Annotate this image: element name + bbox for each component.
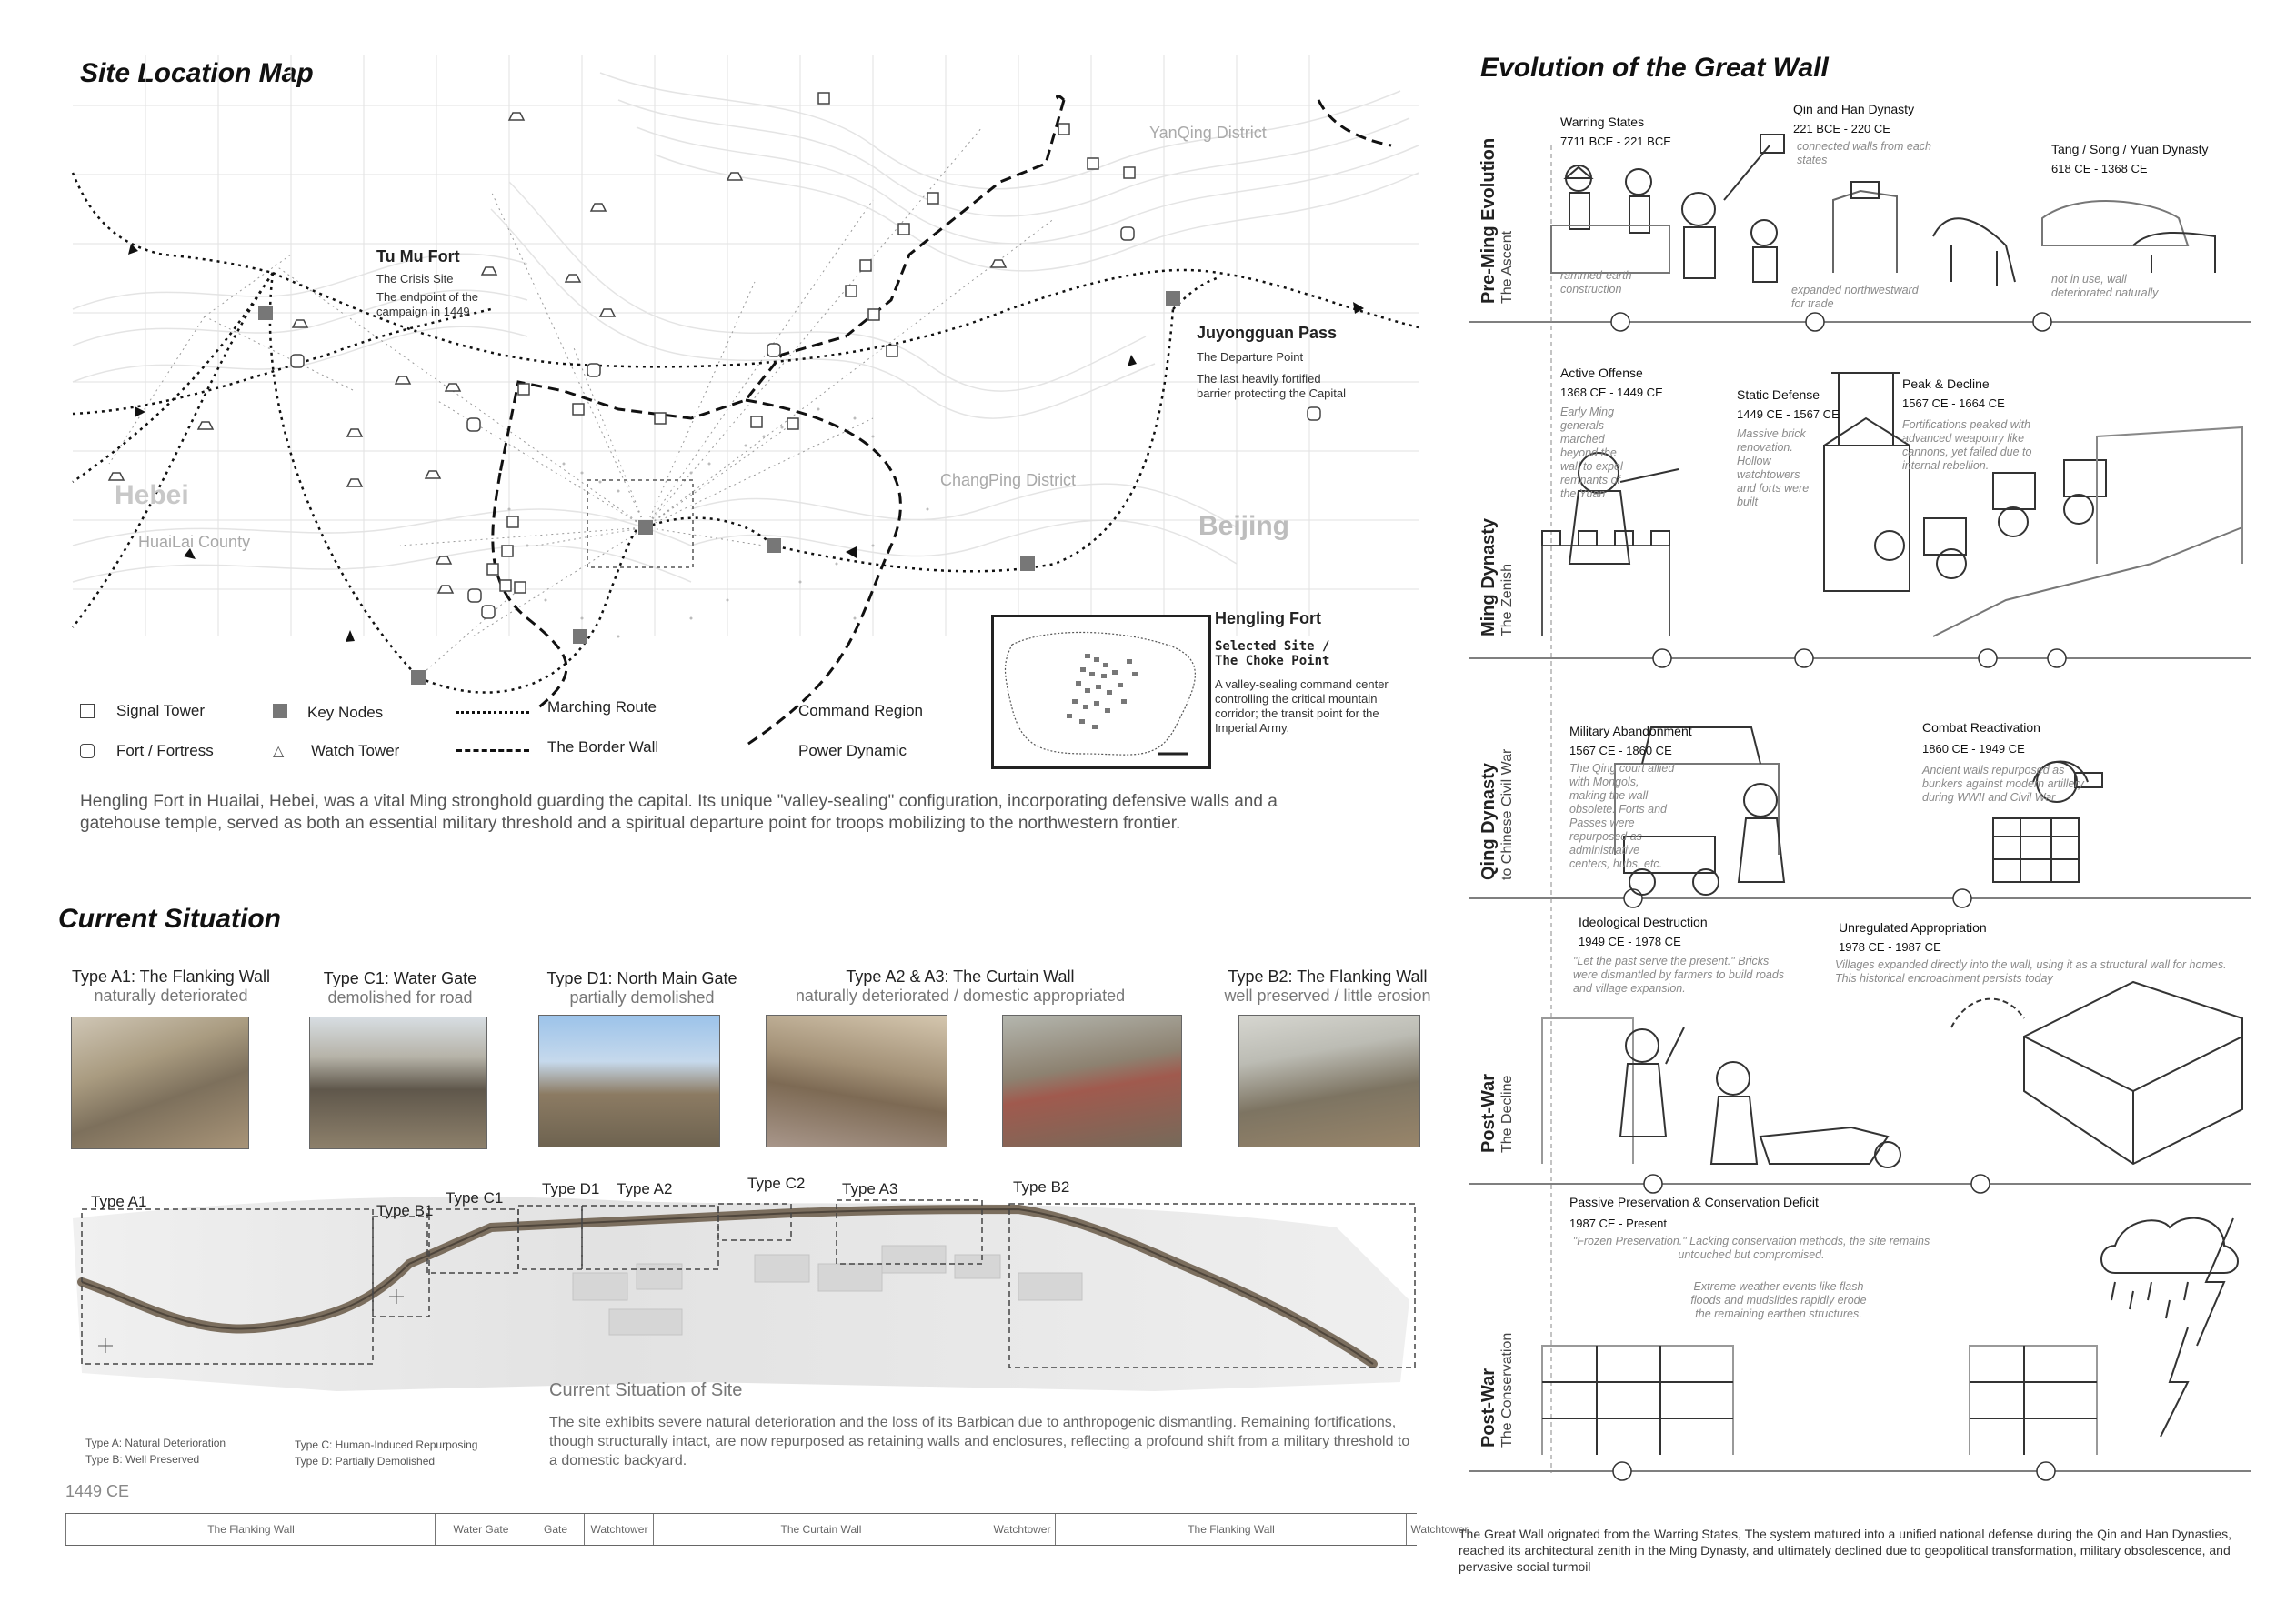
event-tang-date: 618 CE - 1368 CE bbox=[2051, 162, 2148, 175]
type-label-d1: Type D1 bbox=[542, 1180, 600, 1197]
evolution-summary: The Great Wall orignated from the Warring States, The system matured into a unified national defense during the Qin and Han Dynasties, reached its architectural zenith in the Ming Dynasty, and ultimately declined due to geopolitical transformation, military obsolescence, and pervasive social turmoil bbox=[1459, 1527, 2232, 1574]
hengling-fort-name: Hengling Fort bbox=[1215, 609, 1321, 627]
event-warring-note: rammed-earth construction bbox=[1560, 269, 1632, 296]
legend-command-region: Command Region bbox=[798, 702, 924, 719]
event-qinhan-note1: connected walls from each states bbox=[1797, 140, 1931, 166]
timeline-year: 1449 CE bbox=[65, 1482, 130, 1500]
signal-tower-icon bbox=[80, 704, 95, 718]
photo-caption-d1 bbox=[524, 969, 760, 1007]
photo-b2 bbox=[1238, 1015, 1420, 1147]
era-label-qing bbox=[1479, 749, 1516, 880]
photo-sub-c1: demolished for road bbox=[327, 988, 473, 1007]
event-peak-decline bbox=[1902, 376, 2005, 410]
photo-a1 bbox=[71, 1017, 249, 1149]
label-yanqing: YanQing District bbox=[1149, 124, 1267, 142]
event-qinhan-note2: expanded northwestward for trade bbox=[1791, 284, 1919, 310]
event-active-offense bbox=[1560, 366, 1663, 399]
evolution-title: Evolution of the Great Wall bbox=[1480, 53, 1829, 83]
event-qinhan-date: 221 BCE - 220 CE bbox=[1793, 122, 1890, 135]
event-passive-title: Passive Preservation & Conservation Deficit bbox=[1569, 1195, 1819, 1209]
legend-key-nodes: Key Nodes bbox=[307, 704, 384, 721]
event-unregulated-note: Villages expanded directly into the wall, using it as a structural wall for homes. This historical encroachment persists today bbox=[1835, 958, 2227, 985]
segment-gate: Gate bbox=[526, 1514, 585, 1545]
juyong-pass-line1: The Departure Point bbox=[1197, 350, 1304, 364]
era-label-conservation bbox=[1479, 1333, 1516, 1448]
photo-d1 bbox=[538, 1015, 720, 1147]
era-decline-sub: The Decline bbox=[1499, 1075, 1515, 1153]
photo-sub-d1: partially demolished bbox=[569, 988, 715, 1007]
event-active-note: Early Ming generals marched beyond the wall to expel remnants of the Yuan bbox=[1560, 406, 1623, 500]
event-peak-date: 1567 CE - 1664 CE bbox=[1902, 396, 2005, 410]
event-tang-title: Tang / Song / Yuan Dynasty bbox=[2051, 142, 2209, 156]
marching-route-icon bbox=[456, 711, 529, 714]
legend-type-d: Type D: Partially Demolished bbox=[295, 1455, 436, 1468]
current-situation-title: Current Situation bbox=[58, 904, 281, 934]
wall-segment-bar bbox=[65, 1513, 1469, 1546]
type-label-b2: Type B2 bbox=[1013, 1178, 1070, 1196]
event-static-defense bbox=[1737, 387, 1840, 421]
event-abandon-title: Military Abandonment bbox=[1569, 724, 1692, 738]
tumu-fort-line1: The Crisis Site bbox=[376, 272, 454, 286]
type-label-a2: Type A2 bbox=[617, 1180, 673, 1197]
era-ming-sub: The Zenish bbox=[1499, 563, 1515, 636]
photo-title-a2a3: Type A2 & A3: The Curtain Wall bbox=[846, 967, 1075, 986]
era-ming-name: Ming Dynasty bbox=[1479, 517, 1499, 636]
photo-a2 bbox=[766, 1015, 947, 1147]
event-static-date: 1449 CE - 1567 CE bbox=[1737, 407, 1840, 421]
event-passive-preservation bbox=[1569, 1195, 1819, 1230]
legend-marching-route: Marching Route bbox=[547, 698, 657, 716]
tumu-fort-annotation bbox=[376, 247, 513, 319]
photo-c1 bbox=[309, 1017, 487, 1149]
era-conservation-name: Post-War bbox=[1479, 1368, 1499, 1448]
photo-caption-b2 bbox=[1211, 967, 1444, 1006]
type-label-c1: Type C1 bbox=[446, 1189, 504, 1207]
situation-title: Current Situation of Site bbox=[549, 1380, 743, 1400]
border-wall-icon bbox=[456, 749, 529, 752]
event-ideological-title: Ideological Destruction bbox=[1579, 915, 1708, 929]
event-combat-date: 1860 CE - 1949 CE bbox=[1922, 742, 2025, 756]
segment-flanking-wall-1: The Flanking Wall bbox=[65, 1514, 436, 1545]
event-active-title: Active Offense bbox=[1560, 366, 1643, 380]
type-label-a1: Type A1 bbox=[91, 1193, 147, 1210]
label-beijing: Beijing bbox=[1198, 511, 1290, 541]
photo-title-d1: Type D1: North Main Gate bbox=[546, 969, 737, 987]
event-warring-date: 7711 BCE - 221 BCE bbox=[1560, 135, 1671, 148]
event-peak-title: Peak & Decline bbox=[1902, 376, 1990, 391]
key-node-icon bbox=[273, 704, 287, 718]
era-label-pre-ming bbox=[1479, 138, 1516, 304]
photo-caption-c1 bbox=[300, 969, 500, 1007]
hengling-inset-map bbox=[991, 615, 1211, 769]
legend-watch-tower: Watch Tower bbox=[311, 742, 400, 759]
site-aerial-strip bbox=[64, 1173, 1419, 1400]
situation-text: The site exhibits severe natural deterioration and the loss of its Barbican due to anthropogenic dismantling. Remaining fortifications, though structurally intact, are now repurposed as retaining walls and enclosures, reflecting a profound shift from a military threshold to a domestic backyard. bbox=[549, 1415, 1410, 1468]
site-map-title: Site Location Map bbox=[80, 58, 314, 88]
era-qing-name: Qing Dynasty bbox=[1479, 763, 1499, 880]
photo-caption-a2a3 bbox=[769, 967, 1151, 1006]
photo-sub-a1: naturally deteriorated bbox=[94, 987, 248, 1005]
map-legend bbox=[80, 698, 971, 771]
event-tang-song-yuan bbox=[2051, 142, 2209, 175]
event-active-date: 1368 CE - 1449 CE bbox=[1560, 386, 1663, 399]
segment-flanking-wall-2: The Flanking Wall bbox=[1055, 1514, 1407, 1545]
event-passive-note2: Extreme weather events like flash floods and mudslides rapidly erode the remaining earthen structures. bbox=[1690, 1280, 1867, 1320]
segment-watchtower-2: Watchtower bbox=[988, 1514, 1056, 1545]
event-warring-states bbox=[1560, 115, 1671, 148]
event-passive-note1: "Frozen Preservation." Lacking conservation methods, the site remains untouched but compromised. bbox=[1572, 1235, 1930, 1261]
hengling-fort-sub2: The Choke Point bbox=[1215, 654, 1330, 668]
event-warring-title: Warring States bbox=[1560, 115, 1645, 129]
photo-title-b2: Type B2: The Flanking Wall bbox=[1228, 967, 1428, 986]
segment-water-gate: Water Gate bbox=[435, 1514, 526, 1545]
hengling-fort-annotation bbox=[1215, 609, 1397, 736]
event-abandon-date: 1567 CE - 1860 CE bbox=[1569, 744, 1672, 757]
event-combat-note: Ancient walls repurposed as bunkers against modern artillery during WWII and Civil War bbox=[1922, 764, 2084, 804]
event-ideological-note: "Let the past serve the present." Bricks were dismantled by farmers to build roads and village expansion. bbox=[1573, 955, 1785, 995]
event-tang-note: not in use, wall deteriorated naturally bbox=[2051, 273, 2159, 299]
photo-title-a1: Type A1: The Flanking Wall bbox=[71, 967, 271, 986]
era-label-ming bbox=[1479, 518, 1516, 636]
photo-title-c1: Type C1: Water Gate bbox=[323, 969, 477, 987]
legend-border-wall: The Border Wall bbox=[547, 738, 659, 756]
event-static-title: Static Defense bbox=[1737, 387, 1820, 402]
segment-watchtower-1: Watchtower bbox=[584, 1514, 654, 1545]
photo-a3 bbox=[1002, 1015, 1182, 1147]
event-combat-title: Combat Reactivation bbox=[1922, 720, 2040, 735]
legend-fort: Fort / Fortress bbox=[116, 742, 214, 759]
event-ideological-destruction bbox=[1579, 915, 1708, 948]
event-passive-date: 1987 CE - Present bbox=[1569, 1217, 1667, 1230]
hengling-fort-desc: A valley-sealing command center controlling the critical mountain corridor; the transit point for the Imperial Army. bbox=[1215, 677, 1389, 735]
type-label-b1: Type B1 bbox=[376, 1202, 434, 1219]
legend-type-a: Type A: Natural Deterioration bbox=[85, 1437, 226, 1449]
site-map-description: Hengling Fort in Huailai, Hebei, was a vital Ming stronghold guarding the capital. Its unique "valley-sealing" configuration, incorporating defensive walls and a gatehouse temple, served as both an essential military threshold and a spiritual departure point for troops mobilizing to the northwestern frontier. bbox=[80, 792, 1278, 833]
label-changping: ChangPing District bbox=[940, 471, 1077, 489]
event-military-abandonment bbox=[1569, 724, 1692, 757]
juyong-pass-line2: The last heavily fortified barrier protecting the Capital bbox=[1197, 372, 1347, 400]
type-label-a3: Type A3 bbox=[842, 1180, 898, 1197]
era-label-decline bbox=[1479, 1074, 1516, 1153]
event-peak-note: Fortifications peaked with advanced weaponry like cannons, yet failed due to internal rebellion. bbox=[1902, 418, 2032, 472]
event-abandon-note: The Qing court allied with Mongols, making the wall obsolete. Forts and Passes were repurposed as administrative centers, hubs, etc. bbox=[1569, 762, 1675, 870]
event-ideological-date: 1949 CE - 1978 CE bbox=[1579, 935, 1681, 948]
photo-sub-b2: well preserved / little erosion bbox=[1224, 987, 1431, 1005]
legend-type-b: Type B: Well Preserved bbox=[85, 1453, 200, 1466]
photo-caption-a1 bbox=[53, 967, 289, 1006]
juyong-pass-annotation bbox=[1197, 324, 1351, 401]
type-label-c2: Type C2 bbox=[747, 1175, 806, 1192]
event-unregulated-date: 1978 CE - 1987 CE bbox=[1839, 940, 1941, 954]
watch-tower-icon: △ bbox=[273, 744, 285, 759]
juyong-pass-name: Juyongguan Pass bbox=[1197, 324, 1338, 342]
era-pre-ming-name: Pre-Ming Evolution bbox=[1479, 137, 1499, 304]
photo-sub-a2a3: naturally deteriorated / domestic appropriated bbox=[795, 987, 1126, 1005]
hengling-fort-sub1: Selected Site / bbox=[1215, 639, 1330, 654]
label-hebei: Hebei bbox=[115, 480, 189, 510]
segment-watchtower-3: Watchtower bbox=[1406, 1514, 1472, 1545]
event-qinhan-title: Qin and Han Dynasty bbox=[1793, 102, 1915, 116]
legend-signal-tower: Signal Tower bbox=[116, 702, 206, 719]
tumu-fort-line2: The endpoint of the campaign in 1449 bbox=[376, 290, 479, 318]
era-qing-sub: to Chinese Civil War bbox=[1499, 748, 1515, 880]
event-qin-han bbox=[1793, 102, 1914, 135]
event-unregulated-appropriation bbox=[1839, 920, 1987, 954]
event-combat-reactivation bbox=[1922, 720, 2040, 756]
tumu-fort-name: Tu Mu Fort bbox=[376, 247, 460, 265]
event-static-note: Massive brick renovation. Hollow watchtowers and forts were built bbox=[1737, 427, 1810, 508]
era-decline-name: Post-War bbox=[1479, 1073, 1499, 1153]
legend-power-dynamic: Power Dynamic bbox=[798, 742, 907, 759]
legend-type-c: Type C: Human-Induced Repurposing bbox=[295, 1438, 478, 1451]
era-pre-ming-sub: The Ascent bbox=[1499, 230, 1515, 304]
segment-curtain-wall: The Curtain Wall bbox=[653, 1514, 988, 1545]
label-huailai: HuaiLai County bbox=[138, 533, 251, 551]
event-unregulated-title: Unregulated Appropriation bbox=[1839, 920, 1987, 935]
fort-icon bbox=[80, 744, 95, 758]
era-conservation-sub: The Conservation bbox=[1499, 1332, 1515, 1448]
